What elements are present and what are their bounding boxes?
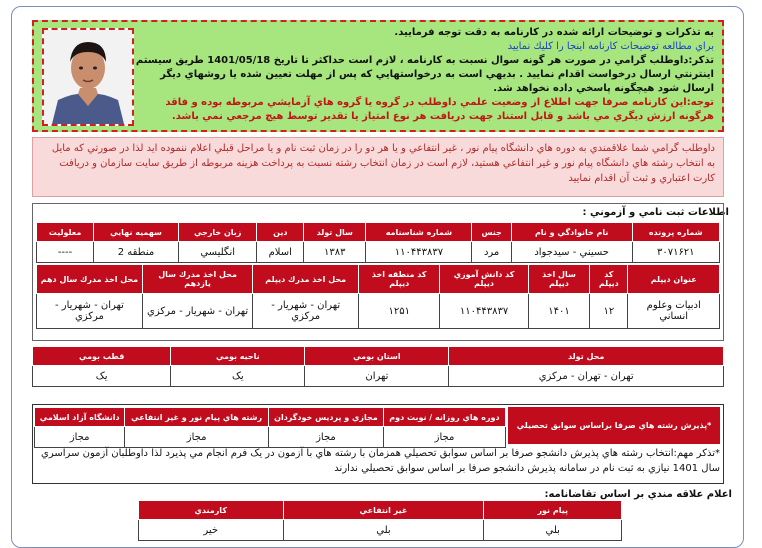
table-cell: ۱۱۰۴۴۳۸۳۷ bbox=[366, 242, 472, 263]
table-header: كد ديپلم bbox=[590, 265, 628, 294]
table-birth-native bbox=[32, 346, 724, 387]
table-header: دانشگاه آزاد اسلامي bbox=[35, 408, 125, 427]
table-registration-info bbox=[36, 222, 720, 263]
section-title-registration: اطلاعات ثبت نامي و آزموني : bbox=[582, 207, 729, 218]
table-diploma-info bbox=[36, 264, 720, 329]
table-cell: تهران bbox=[305, 366, 449, 387]
section-title-interest: اعلام علاقه مندي بر اساس تقاضانامه: bbox=[544, 489, 732, 500]
table-row bbox=[33, 366, 724, 387]
table-header: ناحيه بومي bbox=[171, 347, 305, 366]
table-cell: اسلام bbox=[257, 242, 304, 263]
table-cell: منطقه 2 bbox=[94, 242, 179, 263]
explanations-link[interactable]: براي مطالعه توضيحات كارنامه اينجا را كليك نماييد bbox=[507, 41, 714, 52]
table-header: جنس bbox=[472, 223, 511, 242]
table-header: كد دانش آموزي ديپلم bbox=[440, 265, 528, 294]
table-header: شماره پرونده bbox=[632, 223, 719, 242]
table-header: سهميه نهايي bbox=[94, 223, 179, 242]
table-header-row bbox=[139, 501, 622, 520]
table-interest bbox=[138, 500, 622, 541]
notice-text bbox=[132, 26, 714, 124]
table-cell: ۳۰۷۱۶۲۱ bbox=[632, 242, 719, 263]
table-cell: تهران - شهريار - مركزي bbox=[142, 294, 252, 329]
table-cell: مجاز bbox=[268, 427, 383, 448]
table-cell: ۱۴۰۱ bbox=[528, 294, 589, 329]
table-header-row bbox=[33, 347, 724, 366]
table-cell: ادبيات وعلوم انساني bbox=[628, 294, 720, 329]
admission-note: *تذكر مهم:انتخاب رشته هاي پذيرش دانشجو صرفا بر اساس سوابق تحصيلي همزمان با رشته هاي با آزمون در يک فرم انجام مي پذيرد لذا داوطلبان آزمون سراسري سال 1401 نيازي به ثبت نام در سامانه پذيرش دانشجو صرفا بر اساس سوابق تحصيلي ندارند bbox=[41, 448, 720, 474]
table-header: معلوليت bbox=[37, 223, 94, 242]
table-cell: تهران - شهريار - مركزي bbox=[253, 294, 359, 329]
table-header: سال تولد bbox=[304, 223, 366, 242]
notice-line-1: به تذكرات و توضيحات ارائه شده در كارنامه به دقت توجه فرماييد. bbox=[394, 27, 714, 38]
table-row bbox=[139, 520, 622, 541]
table-header: قطب بومي bbox=[33, 347, 171, 366]
admission-label: *پذيرش رشته هاي صرفا براساس سوابق تحصيلي bbox=[508, 407, 720, 444]
table-cell: ۱۲ bbox=[590, 294, 628, 329]
table-header-row bbox=[37, 223, 720, 242]
table-header: كارمندي bbox=[139, 501, 284, 520]
table-cell: ۱۲۵۱ bbox=[359, 294, 440, 329]
table-cell: مجاز bbox=[35, 427, 125, 448]
info-box: داوطلب گرامي شما علاقمندي به دوره هاي دانشگاه پيام نور ، غير انتفاعي و يا هر دو را در زمان ثبت نام و يا مراحل قبلي اعلام ننموده ايد لذا در صورتي كه مايل به انتخاب رشته هاي دانشگاه پيام نور و غير انتفاعي هستيد، لازم است در زمان انتخاب رشته نسبت به پرداخت هزينه مربوطه از طريق سايت سازمان و دريافت كارت اعتباري و ثبت آن اقدام نماييد bbox=[32, 137, 724, 197]
table-cell: ۱۱۰۴۴۳۸۳۷ bbox=[440, 294, 528, 329]
table-header: كد منطقه اخذ ديپلم bbox=[359, 265, 440, 294]
table-cell: حسيني - سيدجواد bbox=[511, 242, 632, 263]
notice-line-3: تذكر:داوطلب گرامي در صورت هر گونه سوال نسبت به كارنامه ، لازم است حداكثر تا تاريخ 1401/05/18 طريق سيستم اينترنتي ارسال درخواست اقدام نماييد . بديهي است به درخواستهايي كه پس از مهلت تعيين شده يا روشهاي ديگر ارسال شود هيچگونه پاسخي داده نخواهد شد. bbox=[135, 55, 714, 94]
table-cell: تهران - شهريار - مركزي bbox=[37, 294, 143, 329]
table-header: پيام نور bbox=[484, 501, 622, 520]
table-header-row bbox=[37, 265, 720, 294]
table-cell: بلي bbox=[283, 520, 484, 541]
table-header: دين bbox=[257, 223, 304, 242]
table-header: سال اخذ ديپلم bbox=[528, 265, 589, 294]
table-header: دوره هاي روزانه / نوبت دوم bbox=[383, 408, 505, 427]
table-row bbox=[37, 294, 720, 329]
table-cell: بلي bbox=[484, 520, 622, 541]
table-cell: ۱۳۸۳ bbox=[304, 242, 366, 263]
table-header: محل اخذ مدرك ديپلم bbox=[253, 265, 359, 294]
table-cell: مرد bbox=[472, 242, 511, 263]
notice-panel bbox=[32, 20, 724, 132]
student-photo bbox=[42, 28, 134, 126]
table-header: غير انتفاعي bbox=[283, 501, 484, 520]
table-header: محل اخذ مدرك سال يازدهم bbox=[142, 265, 252, 294]
table-cell: تهران - تهران - مركزي bbox=[449, 366, 724, 387]
notice-line-4: توجه:اين كارنامه صرفا جهت اطلاع از وضعيت علمي داوطلب در گروه يا گروه هاي آزمايشي مربوطه بوده و فاقد هرگونه ارزش ديگري مي باشد و قابل استناد جهت دريافت هر نوع امتياز يا تقدير توسط هيچ مرجعي نمي باشد. bbox=[165, 97, 714, 122]
table-cell: خير bbox=[139, 520, 284, 541]
table-admission-permissions bbox=[34, 407, 506, 448]
table-cell: ---- bbox=[37, 242, 94, 263]
table-header-row bbox=[35, 408, 506, 427]
table-header: عنوان ديپلم bbox=[628, 265, 720, 294]
table-header: رشته هاي پيام نور و غير انتفاعي bbox=[125, 408, 269, 427]
table-header: استان بومي bbox=[305, 347, 449, 366]
table-header: محل تولد bbox=[449, 347, 724, 366]
table-cell: مجاز bbox=[383, 427, 505, 448]
table-header: شماره شناسنامه bbox=[366, 223, 472, 242]
table-header: زبان خارجي bbox=[178, 223, 257, 242]
table-cell: يک bbox=[171, 366, 305, 387]
table-cell: مجاز bbox=[125, 427, 269, 448]
table-header: مجازي و پرديس خودگردان bbox=[268, 408, 383, 427]
table-header: محل اخذ مدرك سال دهم bbox=[37, 265, 143, 294]
table-cell: يک bbox=[33, 366, 171, 387]
table-row bbox=[35, 427, 506, 448]
table-header: نام خانوادگي و نام bbox=[511, 223, 632, 242]
table-cell: انگليسي bbox=[178, 242, 257, 263]
table-row bbox=[37, 242, 720, 263]
